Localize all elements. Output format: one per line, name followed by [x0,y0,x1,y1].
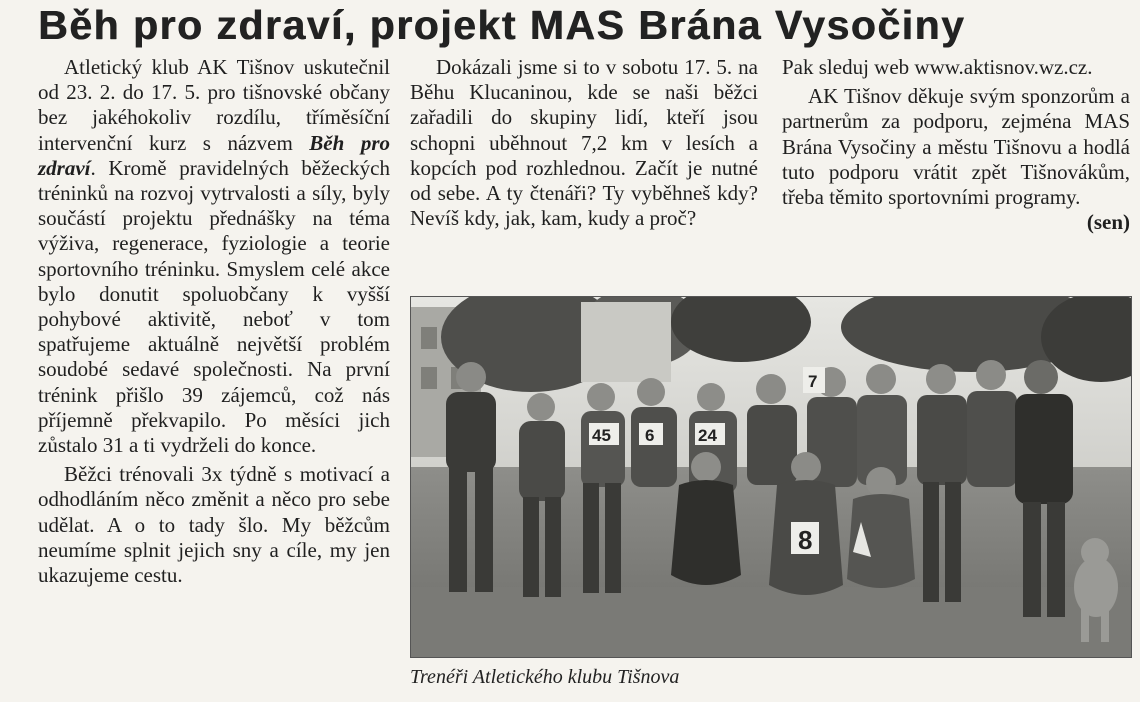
article-column-2 [410,55,758,231]
article-column-1 [38,55,390,588]
paragraph-1-text-end: . Kromě pravidelných běžeckých tréninků na rozvoj vytrvalosti a síly, byly součástí projektu přednášky na téma výživa, regenerace, fyziologie a teorie sportovního tréninku. Smyslem celé akce bylo donutit spoluobčany k vyšší pohybové aktivitě, neboť v tom spatřujeme aktuálně největší problém soudobé sedavé společnosti. Na první trénink přišlo 39 zájemců, což nás příjemně překvapilo. Po měsíci jich zůstalo 31 a ti vydrželi do konce. [38,155,390,458]
group-photo-illustration [411,297,1131,657]
photo-caption: Trenéři Atletického klubu Tišnova [410,666,680,688]
bib-number-6: 6 [645,426,655,445]
article-column-3 [782,55,1130,235]
bib-number-24: 24 [698,426,717,445]
author-signature: (sen) [1086,210,1130,235]
column-1-paragraph-1 [38,55,390,458]
bib-number-45: 45 [592,426,611,445]
column-3-paragraph-2 [782,84,1130,235]
column-1-paragraph-2: Běžci trénovali 3x týdně s motivací a odhodláním něco změnit a něco pro sebe udělat. A o to tady šlo. My běžcům neumíme splnit jejich sny a cíle, my jen ukazujeme cestu. [38,462,390,588]
bib-number-8: 8 [798,525,813,555]
bib-number-7: 7 [808,372,818,391]
sponsor-thanks-text: AK Tišnov děkuje svým sponzorům a partnerům za podporu, zejména MAS Brána Vysočiny a městu Tišnovu a hodlá tuto podporu vrátit zpět Tišnovákům, třeba těmito sportovními programy. [782,84,1130,210]
paragraph-1-text-start: Atletický klub AK Tišnov uskutečnil od 23. 2. do 17. 5. pro tišnovské občany bez jakéhokoliv rozdílu, tříměsíční intervenční kurz s názvem [38,55,390,155]
article-headline: Běh pro zdraví, projekt MAS Brána Vysočiny [38,2,966,48]
project-name-emphasis: Běh pro zdraví [38,130,390,180]
group-photo [410,296,1132,658]
column-2-paragraph-1: Dokázali jsme si to v sobotu 17. 5. na Běhu Klucaninou, kde se naši běžci zařadili do skupiny lidí, kteří jsou schopni uběhnout 7,2 km v lesích a kopcích pod rozhlednou. Začít je nutné od sebe. A ty čtenáři? Ty vyběhneš kdy? Nevíš kdy, jak, kam, kudy a proč? [410,55,758,231]
column-3-web-line: Pak sleduj web www.aktisnov.wz.cz. [782,55,1093,79]
